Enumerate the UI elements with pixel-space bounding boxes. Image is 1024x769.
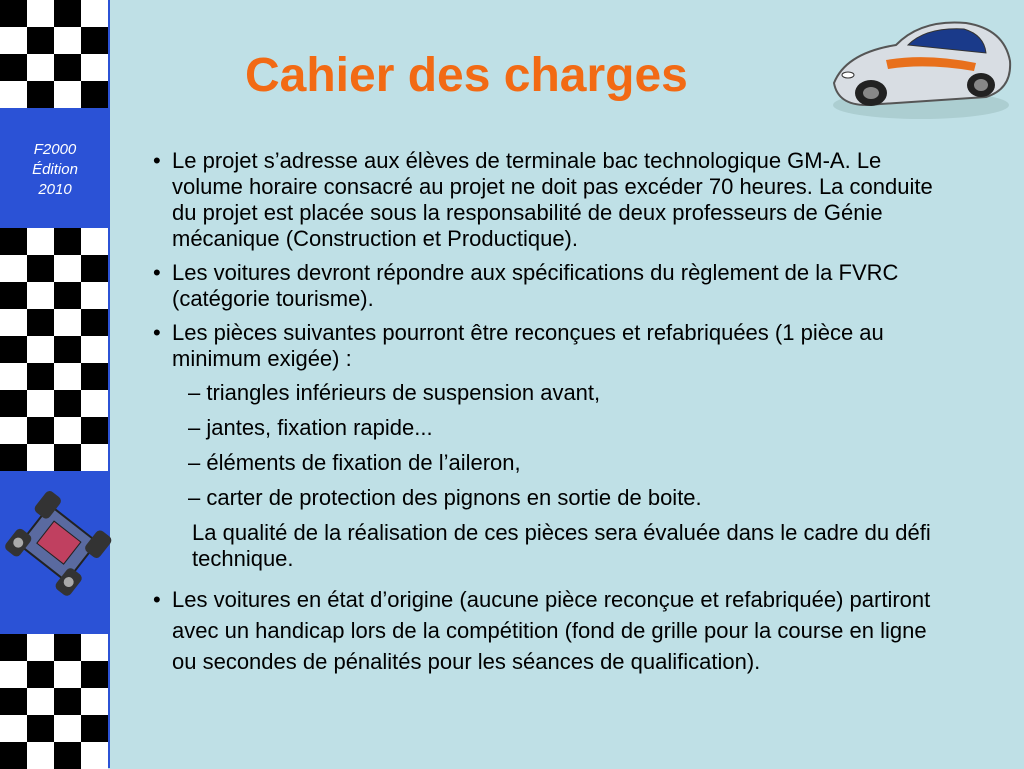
bullet-marker: •: [153, 260, 161, 285]
sidebar: [0, 0, 110, 768]
bullet-item-1: [150, 148, 950, 252]
bullet-marker: •: [153, 320, 161, 345]
checkered-flag-bottom: [0, 634, 108, 769]
rc-chassis-image: [2, 488, 112, 603]
sub-item-3: – éléments de fixation de l’aileron,: [188, 450, 521, 475]
bullet-item-2: [150, 260, 950, 312]
checkered-flag-top: [0, 0, 108, 108]
edition-label: [0, 140, 110, 200]
sub-item-4: – carter de protection des pignons en sortie de boite.: [188, 485, 702, 510]
bullet-text: Les pièces suivantes pourront être reconçues et refabriquées (1 pièce au minimum exigée) :: [172, 320, 884, 371]
slide-title: Cahier des charges: [245, 49, 688, 102]
edition-line-2: Édition: [32, 161, 78, 178]
bullet-item-3: [150, 320, 950, 372]
bullet-text: Les voitures en état d’origine (aucune pièce reconçue et refabriquée) partiront avec un handicap lors de la compétition (fond de grille pour la course en ligne ou secondes de pénalités pour les séances de qualification).: [172, 587, 931, 674]
checkered-flag-middle: [0, 228, 108, 471]
edition-line-1: F2000: [33, 141, 77, 158]
race-car-image: [826, 5, 1016, 125]
quality-note: La qualité de la réalisation de ces pièces sera évaluée dans le cadre du défi technique.: [192, 520, 931, 571]
bullet-item-4: [150, 584, 950, 677]
bullet-marker: •: [153, 587, 161, 612]
bullet-text: Les voitures devront répondre aux spécifications du règlement de la FVRC (catégorie tourisme).: [172, 260, 899, 311]
sub-item-2: – jantes, fixation rapide...: [188, 415, 433, 440]
slide-body: [150, 148, 950, 685]
bullet-marker: •: [153, 148, 161, 173]
sub-item-1: – triangles inférieurs de suspension avant,: [188, 380, 601, 405]
edition-line-3: 2010: [38, 181, 72, 198]
bullet-text: Le projet s’adresse aux élèves de terminale bac technologique GM-A. Le volume horaire consacré au projet ne doit pas excéder 70 heures. La conduite du projet est placée sous la responsabilité de deux professeurs de Génie mécanique (Construction et Productique).: [172, 148, 933, 251]
